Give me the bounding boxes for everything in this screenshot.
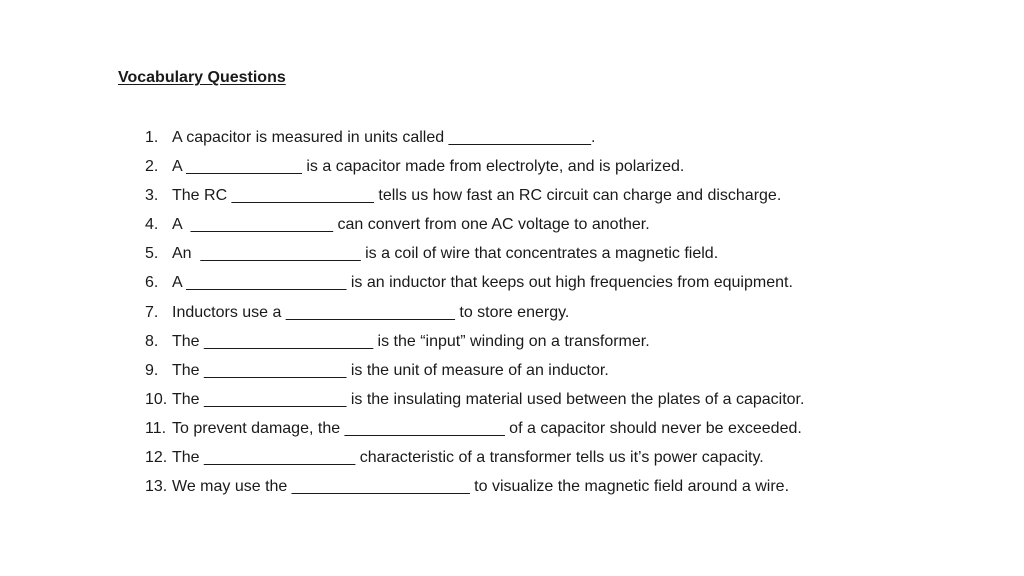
answer-blank[interactable]: __________________ bbox=[200, 245, 361, 263]
question-item bbox=[145, 417, 804, 446]
question-item bbox=[145, 388, 804, 417]
answer-blank[interactable]: ________________ bbox=[204, 361, 347, 379]
question-text-after: to visualize the magnetic field around a wire. bbox=[469, 478, 790, 496]
question-text bbox=[172, 126, 595, 150]
question-number: 3. bbox=[145, 187, 159, 205]
question-text bbox=[172, 388, 804, 412]
question-text-before: A capacitor is measured in units called bbox=[172, 129, 449, 146]
question-item bbox=[145, 242, 804, 271]
question-number: 1. bbox=[145, 129, 159, 146]
question-number: 6. bbox=[145, 274, 159, 292]
question-text-before: A bbox=[172, 158, 187, 176]
answer-blank[interactable]: ________________ bbox=[204, 390, 347, 408]
question-text-after: to store energy. bbox=[454, 303, 570, 321]
question-item bbox=[145, 446, 804, 475]
question-text-after: of a capacitor should never be exceeded. bbox=[504, 419, 802, 437]
answer-blank[interactable]: ________________ bbox=[231, 187, 374, 205]
question-number: 10. bbox=[145, 390, 168, 408]
question-item bbox=[145, 359, 804, 388]
question-text-before: To prevent damage, the bbox=[172, 419, 345, 437]
question-text bbox=[172, 155, 684, 179]
question-text bbox=[172, 475, 789, 499]
question-number: 5. bbox=[145, 245, 159, 263]
question-text-after: is a coil of wire that concentrates a magnetic field. bbox=[360, 245, 719, 263]
question-text bbox=[172, 213, 650, 237]
question-text-after: can convert from one AC voltage to another. bbox=[333, 216, 650, 234]
question-text-before: The RC bbox=[172, 187, 232, 205]
question-text-before: The bbox=[172, 361, 205, 379]
question-item bbox=[145, 330, 804, 359]
question-text-after: is the unit of measure of an inductor. bbox=[346, 361, 609, 379]
answer-blank[interactable]: __________________ bbox=[186, 274, 347, 292]
question-number: 11. bbox=[145, 419, 167, 437]
answer-blank[interactable]: _____________ bbox=[186, 158, 302, 176]
question-item bbox=[145, 184, 804, 213]
answer-blank[interactable]: ____________________ bbox=[291, 478, 470, 496]
answer-blank[interactable]: ________________ bbox=[190, 216, 334, 234]
question-text-after: tells us how fast an RC circuit can charge and discharge. bbox=[373, 187, 782, 205]
question-text-before: The bbox=[172, 449, 205, 467]
question-text-after: is an inductor that keeps out high frequencies from equipment. bbox=[346, 274, 793, 292]
question-text-before: We may use the bbox=[172, 478, 292, 496]
question-number: 2. bbox=[145, 158, 159, 176]
question-number: 7. bbox=[145, 303, 159, 321]
question-text-before: Inductors use a bbox=[172, 303, 286, 321]
question-text-before: A bbox=[172, 274, 187, 292]
question-text-before: A bbox=[172, 216, 191, 234]
question-item bbox=[145, 475, 804, 504]
page-title: Vocabulary Questions bbox=[118, 69, 286, 86]
question-number: 9. bbox=[145, 361, 159, 379]
question-number: 13. bbox=[145, 478, 168, 496]
question-text bbox=[172, 271, 793, 295]
question-number: 8. bbox=[145, 332, 159, 350]
question-text bbox=[172, 446, 764, 470]
answer-blank[interactable]: ________________ bbox=[448, 129, 591, 146]
question-list bbox=[145, 126, 804, 504]
question-text-after: characteristic of a transformer tells us it’s power capacity. bbox=[355, 449, 764, 467]
question-item bbox=[145, 126, 804, 155]
answer-blank[interactable]: ___________________ bbox=[204, 332, 374, 350]
question-text-after: is the insulating material used between the plates of a capacitor. bbox=[346, 390, 805, 408]
answer-blank[interactable]: ___________________ bbox=[285, 303, 455, 321]
question-text bbox=[172, 359, 609, 383]
question-item bbox=[145, 213, 804, 242]
question-text bbox=[172, 330, 650, 354]
question-text bbox=[172, 242, 718, 266]
question-text bbox=[172, 301, 569, 325]
question-item bbox=[145, 155, 804, 184]
question-text-after: . bbox=[590, 129, 596, 146]
question-text-before: The bbox=[172, 390, 205, 408]
answer-blank[interactable]: __________________ bbox=[344, 419, 505, 437]
question-text-after: is a capacitor made from electrolyte, and is polarized. bbox=[301, 158, 685, 176]
question-text bbox=[172, 417, 802, 441]
answer-blank[interactable]: _________________ bbox=[204, 449, 356, 467]
question-item bbox=[145, 271, 804, 300]
question-text-before: The bbox=[172, 332, 205, 350]
question-text-after: is the “input” winding on a transformer. bbox=[373, 332, 650, 350]
question-number: 4. bbox=[145, 216, 159, 234]
question-item bbox=[145, 301, 804, 330]
question-text-before: An bbox=[172, 245, 201, 263]
question-number: 12. bbox=[145, 449, 168, 467]
question-text bbox=[172, 184, 781, 208]
